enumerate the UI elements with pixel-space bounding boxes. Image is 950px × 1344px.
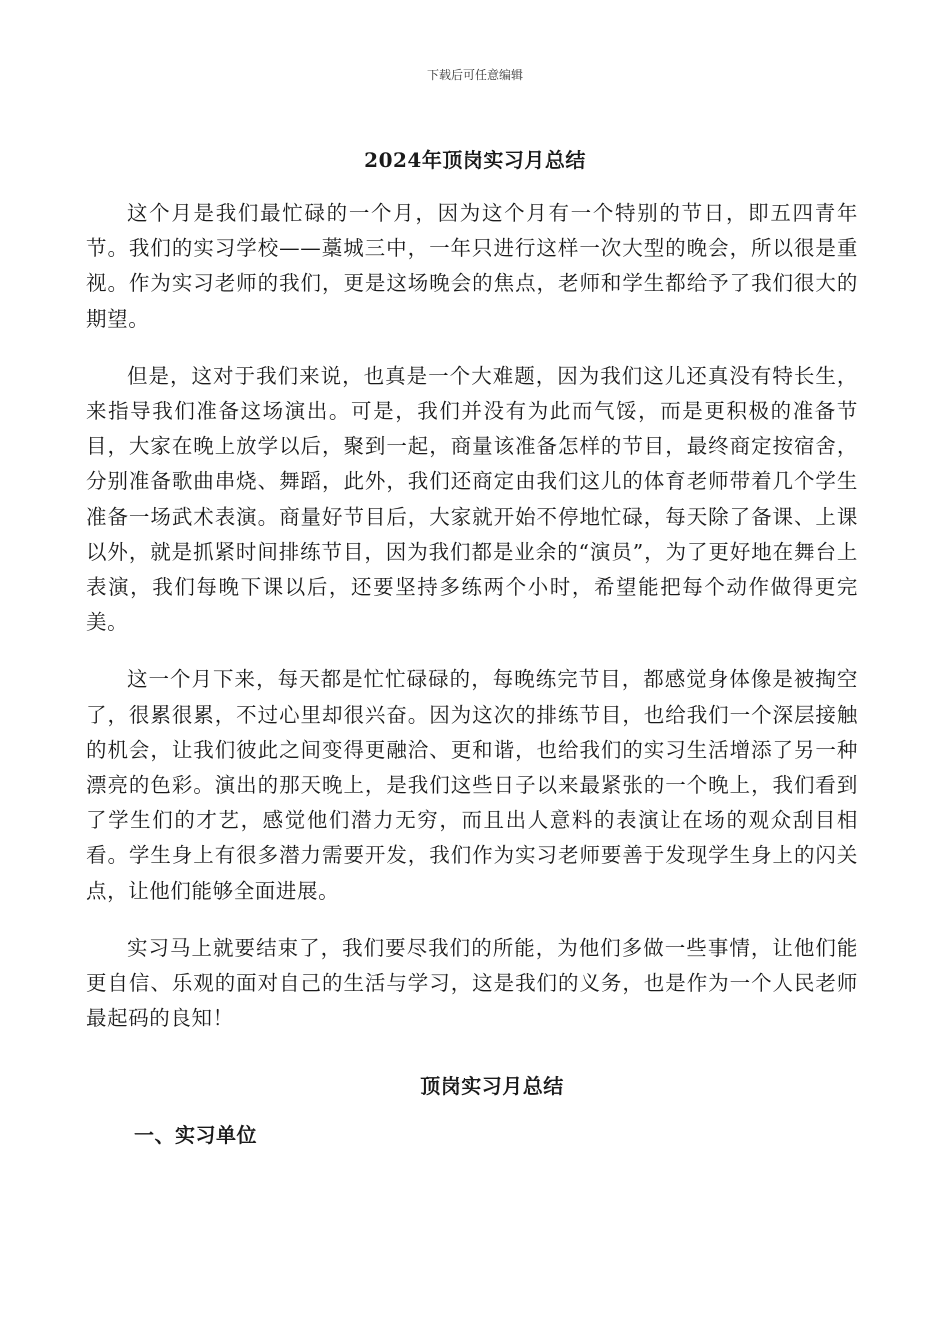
paragraph: 实习马上就要结束了，我们要尽我们的所能，为他们多做一些事情，让他们能更自信、乐观的面对自己的生活与学习，这是我们的义务，也是作为一个人民老师最起码的良知！: [86, 935, 858, 1031]
section-subtitle: 顶岗实习月总结: [420, 1074, 564, 1099]
document-title: 2024年顶岗实习月总结: [364, 148, 586, 172]
paragraph: 但是，这对于我们来说，也真是一个大难题，因为我们这儿还真没有特长生，来指导我们准备这场演出。可是，我们并没有为此而气馁，而是更积极的准备节目，大家在晚上放学以后，聚到一起，商量该准备怎样的节目，最终商定按宿舍，分别准备歌曲串烧、舞蹈，此外，我们还商定由我们这儿的体育老师带着几个学生准备一场武术表演。商量好节目后，大家就开始不停地忙碌，每天除了备课、上课以外，就是抓紧时间排练节目，因为我们都是业余的“演员”，为了更好地在舞台上表演，我们每晚下课以后，还要坚持多练两个小时，希望能把每个动作做得更完美。: [86, 363, 858, 635]
section-heading: 一、实习单位: [134, 1123, 257, 1148]
paragraph: 这一个月下来，每天都是忙忙碌碌的，每晚练完节目，都感觉身体像是被掏空了，很累很累，不过心里却很兴奋。因为这次的排练节目，也给我们一个深层接触的机会，让我们彼此之间变得更融洽、更和谐，也给我们的实习生活增添了另一种漂亮的色彩。演出的那天晚上，是我们这些日子以来最紧张的一个晚上，我们看到了学生们的才艺，感觉他们潜力无穷，而且出人意料的表演让在场的观众刮目相看。学生身上有很多潜力需要开发，我们作为实习老师要善于发现学生身上的闪关点，让他们能够全面进展。: [86, 667, 858, 903]
header-note: 下载后可任意编辑: [426, 68, 523, 82]
paragraph: 这个月是我们最忙碌的一个月，因为这个月有一个特别的节日，即五四青年节。我们的实习学校——藁城三中，一年只进行这样一次大型的晚会，所以很是重视。作为实习老师的我们，更是这场晚会的焦点，老师和学生都给予了我们很大的期望。: [86, 201, 858, 331]
document-body: [86, 196, 858, 1148]
